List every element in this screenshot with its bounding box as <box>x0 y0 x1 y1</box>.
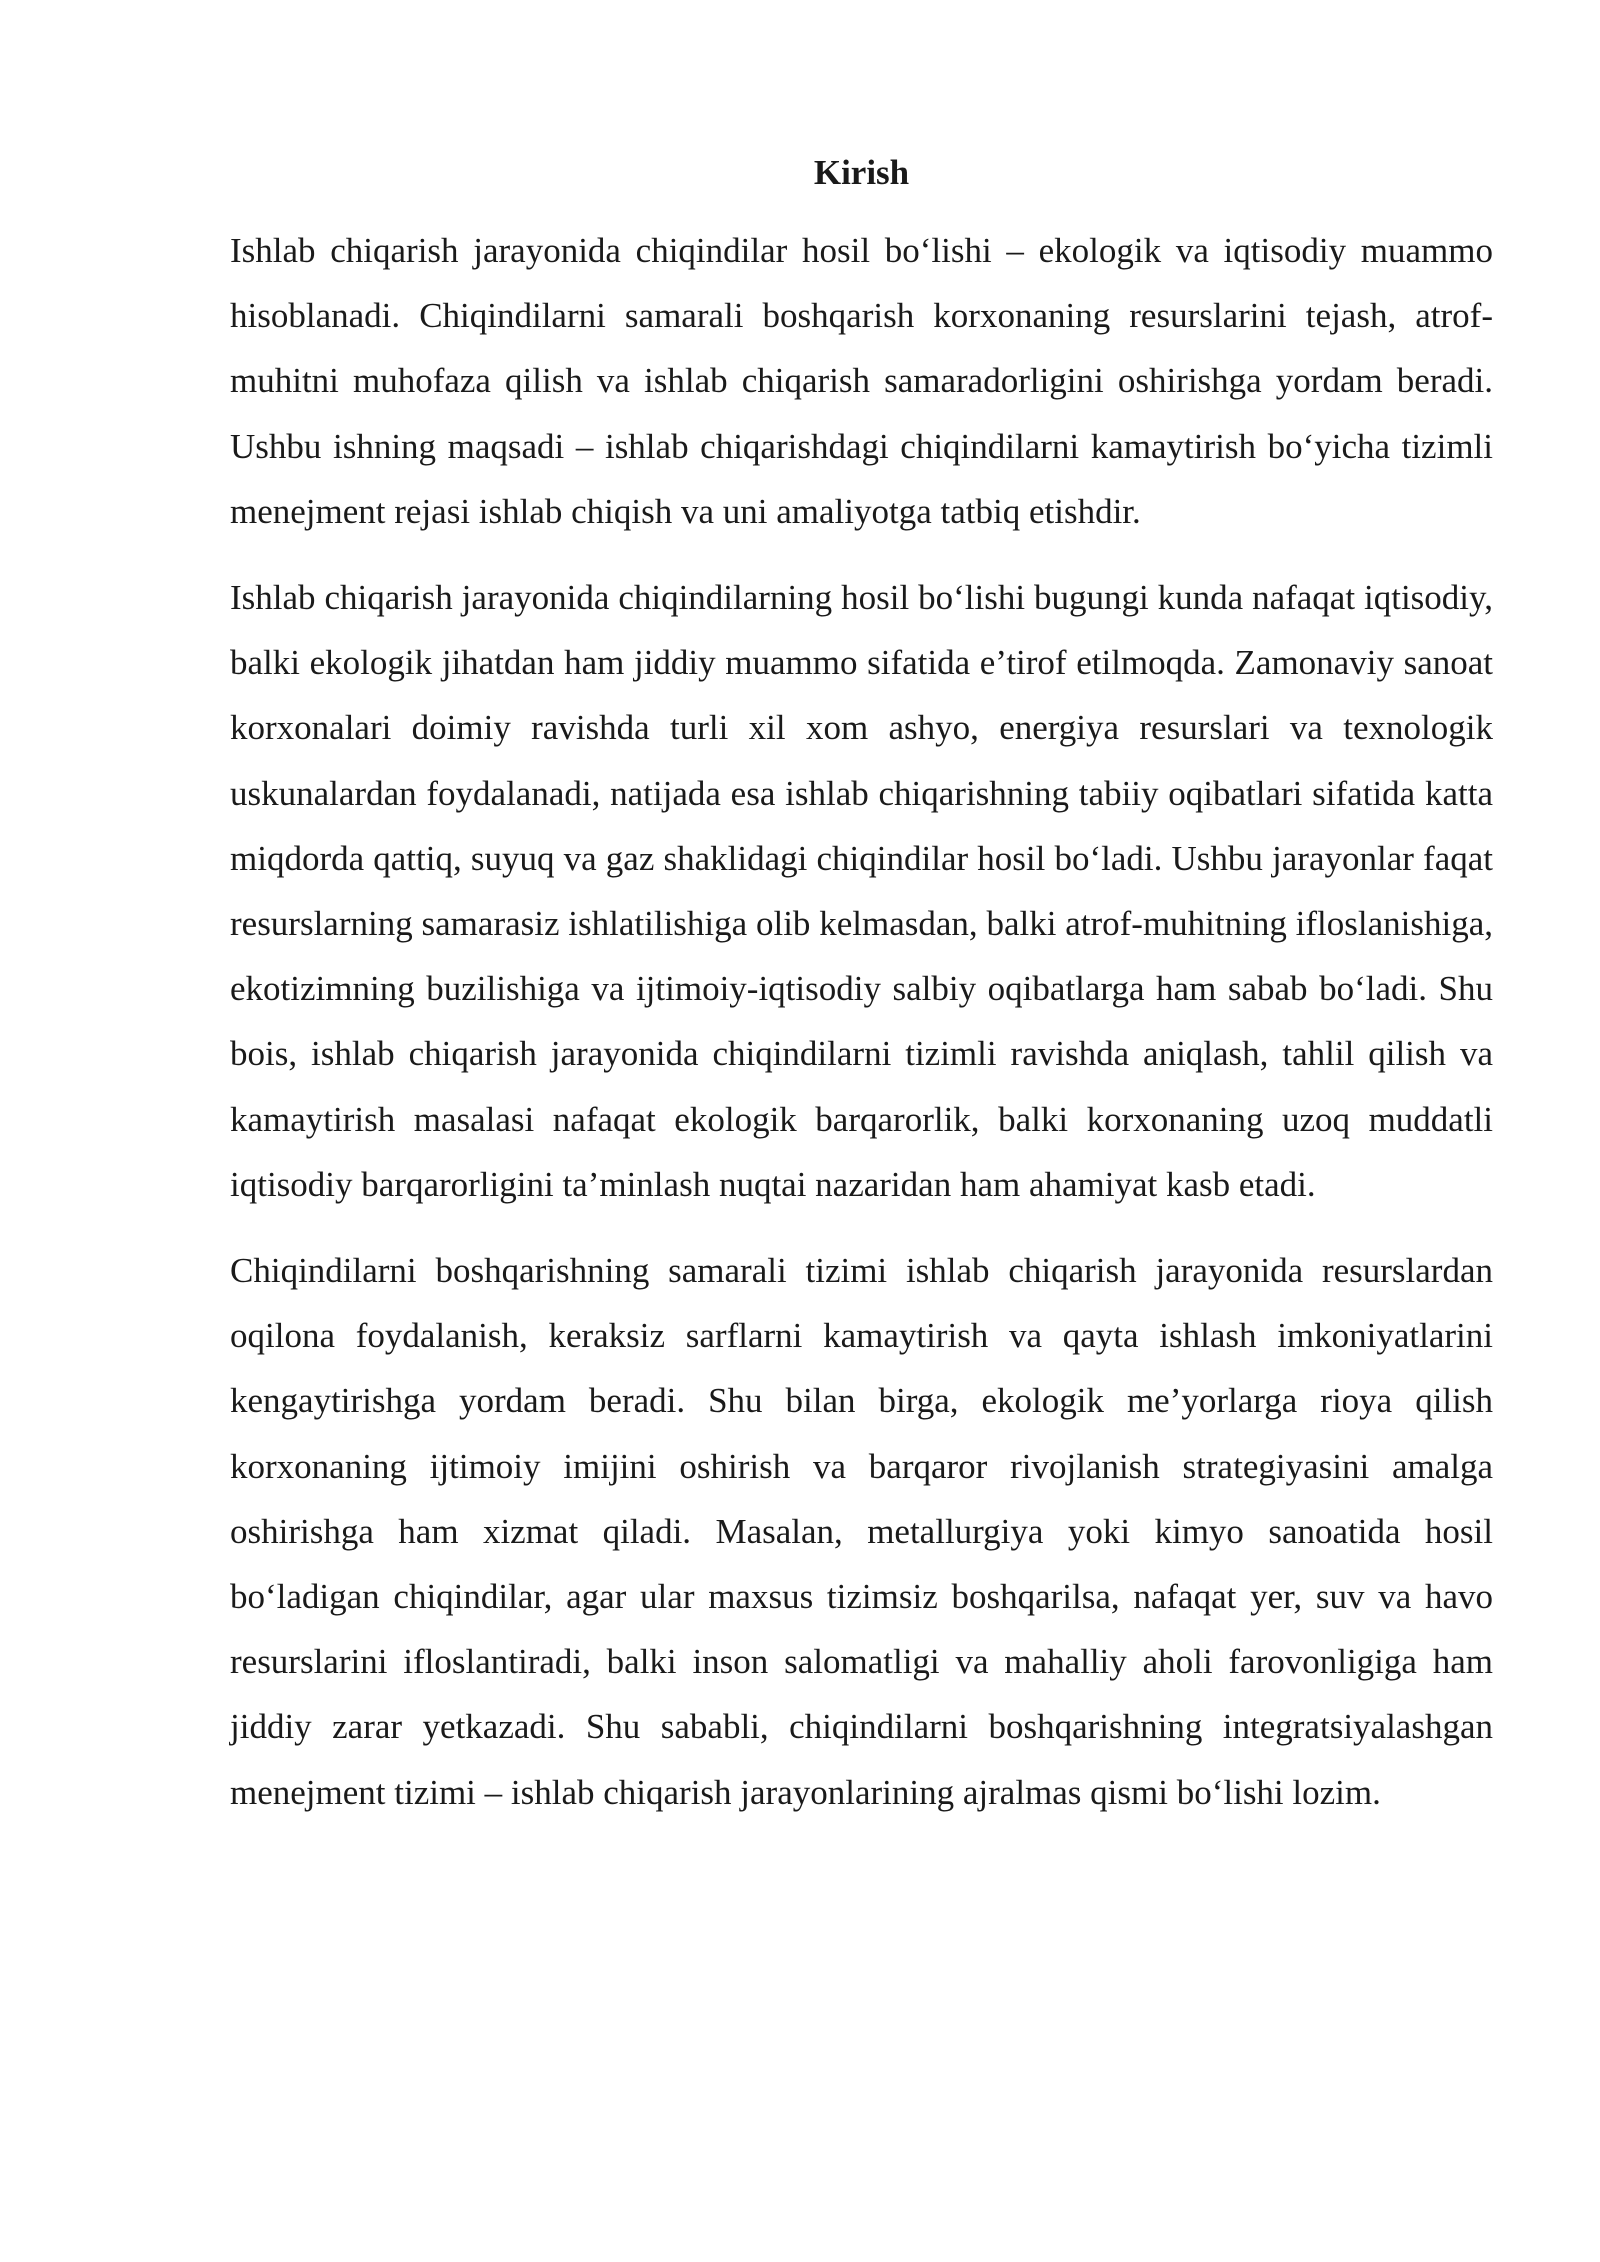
paragraph-2: Ishlab chiqarish jarayonida chiqindilarning hosil boʻlishi bugungi kunda nafaqat iqtisodiy, balki ekologik jihatdan ham jiddiy muammo sifatida e’tirof etilmoqda. Zamonaviy sanoat korxonalari doimiy ravishda turli xil xom ashyo, energiya resurslari va texnologik uskunalardan foydalanadi, natijada esa ishlab chiqarishning tabiiy oqibatlari sifatida katta miqdorda qattiq, suyuq va gaz shaklidagi chiqindilar hosil boʻladi. Ushbu jarayonlar faqat resurslarning samarasiz ishlatilishiga olib kelmasdan, balki atrof-muhitning ifloslanishiga, ekotizimning buzilishiga va ijtimoiy-iqtisodiy salbiy oqibatlarga ham sabab boʻladi. Shu bois, ishlab chiqarish jarayonida chiqindilarni tizimli ravishda aniqlash, tahlil qilish va kamaytirish masalasi nafaqat ekologik barqarorlik, balki korxonaning uzoq muddatli iqtisodiy barqarorligini ta’minlash nuqtai nazaridan ham ahamiyat kasb etadi. <box>230 578 1493 1204</box>
paragraph-1: Ishlab chiqarish jarayonida chiqindilar hosil boʻlishi – ekologik va iqtisodiy muammo hisoblanadi. Chiqindilarni samarali boshqarish korxonaning resurslarini tejash, atrof-muhitni muhofaza qilish va ishlab chiqarish samaradorligini oshirishga yordam beradi. Ushbu ishning maqsadi – ishlab chiqarishdagi chiqindilarni kamaytirish boʻyicha tizimli menejment rejasi ishlab chiqish va uni amaliyotga tatbiq etishdir. <box>230 231 1493 531</box>
page-title: Kirish <box>813 153 910 192</box>
paragraph-3: Chiqindilarni boshqarishning samarali tizimi ishlab chiqarish jarayonida resurslardan oqilona foydalanish, keraksiz sarflarni kamaytirish va qayta ishlash imkoniyatlarini kengaytirishga yordam beradi. Shu bilan birga, ekologik me’yorlarga rioya qilish korxonaning ijtimoiy imijini oshirish va barqaror rivojlanish strategiyasini amalga oshirishga ham xizmat qiladi. Masalan, metallurgiya yoki kimyo sanoatida hosil boʻladigan chiqindilar, agar ular maxsus tizimsiz boshqarilsa, nafaqat yer, suv va havo resurslarini ifloslantiradi, balki inson salomatligi va mahalliy aholi farovonligiga ham jiddiy zarar yetkazadi. Shu sababli, chiqindilarni boshqarishning integratsiyalashgan menejment tizimi – ishlab chiqarish jarayonlarining ajralmas qismi boʻlishi lozim. <box>230 1251 1493 1812</box>
document-body <box>230 148 1493 1846</box>
